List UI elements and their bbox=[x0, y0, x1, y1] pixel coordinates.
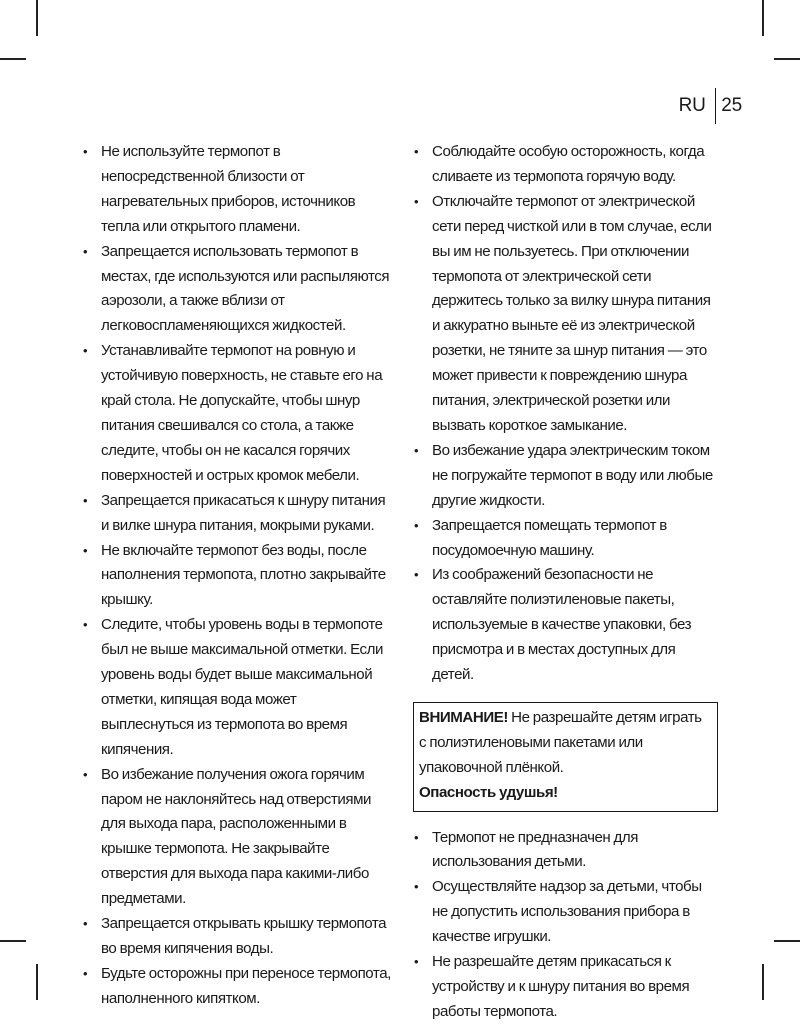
list-item: • Соблюдайте особую осторожность, когда сливаете из термопота горячую воду. bbox=[413, 140, 718, 190]
list-item: • Не разрешайте детям прикасаться к устройству и к шнуру питания во время работы термопота. bbox=[413, 950, 718, 1025]
right-bullet-list-bottom bbox=[413, 826, 718, 1025]
left-column bbox=[82, 140, 392, 1012]
list-item: • Будьте осторожны при переносе термопота, наполненного кипятком. bbox=[82, 962, 392, 1012]
crop-mark bbox=[0, 58, 26, 60]
crop-mark bbox=[774, 58, 800, 60]
crop-mark bbox=[36, 0, 38, 36]
header-divider bbox=[715, 88, 717, 124]
list-item: • Следите, чтобы уровень воды в термопоте был не выше максимальной отметки. Если уровень воды будет выше максимальной отметки, кипящая вода может выплеснуться из термопота во время кипячения. bbox=[82, 613, 392, 762]
warning-box bbox=[413, 702, 718, 812]
danger-text: Опасность удушья! bbox=[419, 783, 558, 801]
right-column bbox=[413, 140, 718, 1025]
list-item: • Из соображений безопасности не оставляйте полиэтиленовые пакеты, используемые в качестве упаковки, без присмотра и в местах доступных для детей. bbox=[413, 563, 718, 688]
crop-mark bbox=[762, 964, 764, 1000]
list-item: • Запрещается помещать термопот в посудомоечную машину. bbox=[413, 514, 718, 564]
left-bullet-list bbox=[82, 140, 392, 1012]
crop-mark bbox=[0, 940, 26, 942]
list-item: • Запрещается прикасаться к шнуру питания и вилке шнура питания, мокрыми руками. bbox=[82, 489, 392, 539]
warning-text: Не разрешайте детям играть с полиэтиленовыми пакетами или упаковочной плёнкой. bbox=[419, 708, 702, 776]
list-item: • Во избежание удара электрическим током не погружайте термопот в воду или любые другие жидкости. bbox=[413, 439, 718, 514]
list-item: • Не включайте термопот без воды, после наполнения термопота, плотно закрывайте крышку. bbox=[82, 539, 392, 614]
right-bullet-list-top bbox=[413, 140, 718, 688]
list-item: • Термопот не предназначен для использования детьми. bbox=[413, 826, 718, 876]
page-number: 25 bbox=[721, 95, 742, 116]
list-item: • Запрещается открывать крышку термопота во время кипячения воды. bbox=[82, 912, 392, 962]
list-item: • Во избежание получения ожога горячим паром не наклоняйтесь над отверстиями для выхода пара, расположенными в крышке термопота. Не закрывайте отверстия для выхода пара какими-либо предметами. bbox=[82, 763, 392, 912]
list-item: • Осуществляйте надзор за детьми, чтобы не допустить использования прибора в качестве игрушки. bbox=[413, 875, 718, 950]
list-item: • Устанавливайте термопот на ровную и устойчивую поверхность, не ставьте его на край стола. Не допускайте, чтобы шнур питания свешивался со стола, а также следите, чтобы он не касался горячих поверхностей и острых кромок мебели. bbox=[82, 339, 392, 488]
list-item: • Запрещается использовать термопот в местах, где используются или распыляются аэрозоли, а также вблизи от легковоспламеняющихся жидкостей. bbox=[82, 240, 392, 340]
language-label: RU bbox=[678, 95, 706, 116]
page-header bbox=[679, 88, 742, 124]
crop-mark bbox=[762, 0, 764, 36]
list-item: • Отключайте термопот от электрической сети перед чисткой или в том случае, если вы им не пользуетесь. При отключении термопота от электрической сети держитесь только за вилку шнура питания и аккуратно выньте её из электрической розетки, не тяните за шнур питания — это может привести к повреждению шнура питания, электрической розетки или вызвать короткое замыкание. bbox=[413, 190, 718, 439]
crop-mark bbox=[36, 964, 38, 1000]
warning-label: ВНИМАНИЕ! bbox=[419, 708, 508, 726]
list-item: • Не используйте термопот в непосредственной близости от нагревательных приборов, источников тепла или открытого пламени. bbox=[82, 140, 392, 240]
crop-mark bbox=[774, 940, 800, 942]
